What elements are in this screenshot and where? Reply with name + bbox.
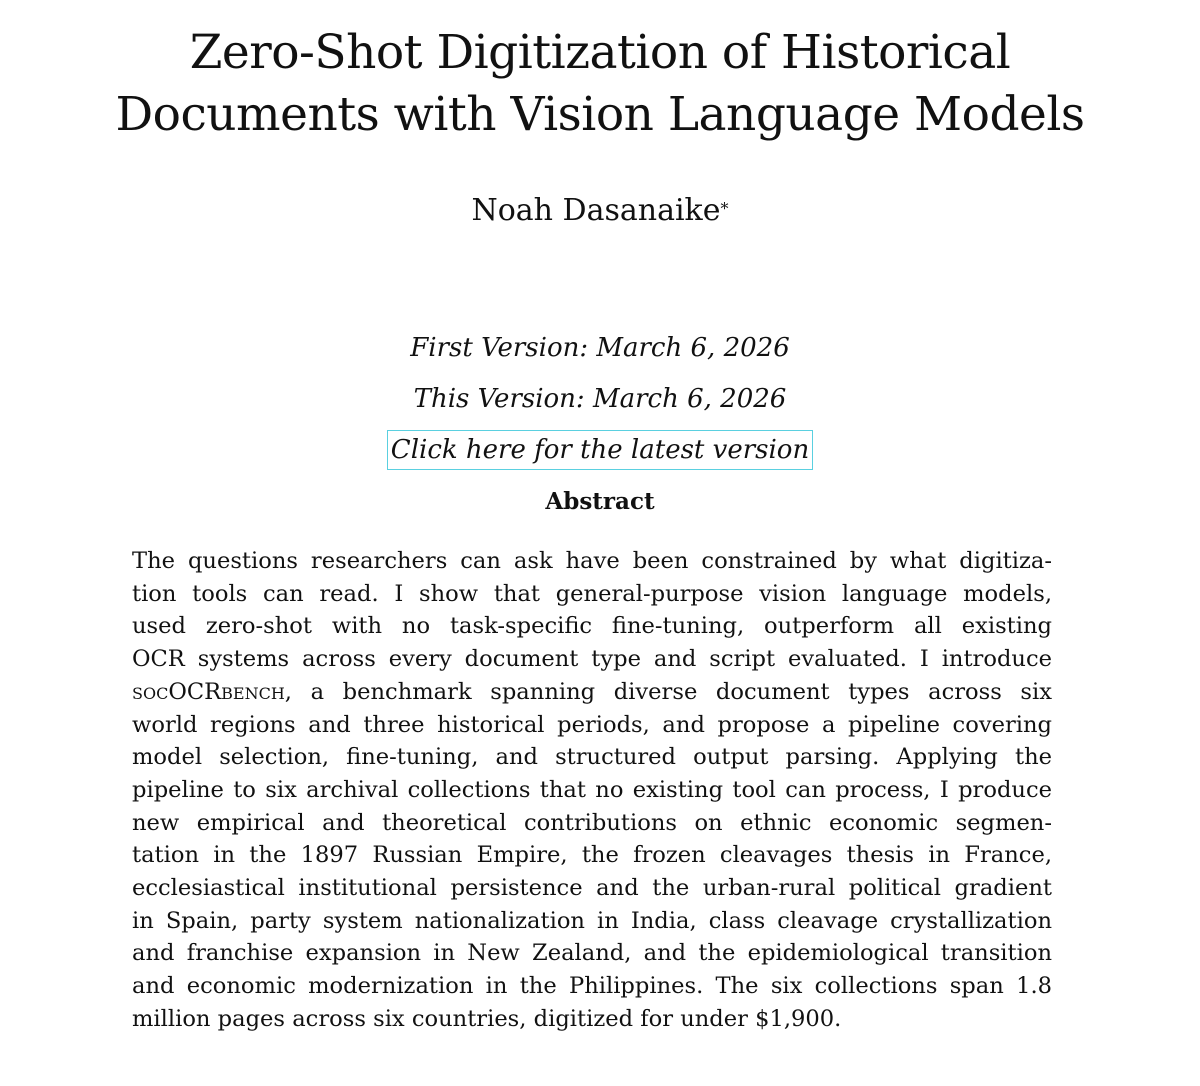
abstract-line: used zero-shot with no task-specific fine-tuning, outperform all existing	[132, 613, 1052, 640]
abstract-line: world regions and three historical periods, and propose a pipeline covering	[132, 711, 1052, 738]
version-info	[0, 325, 1200, 478]
abstract-line: pipeline to six archival collections that no existing tool can process, I produce	[132, 776, 1052, 803]
abstract-heading: Abstract	[545, 488, 655, 515]
abstract-line: ecclesiastical institutional persistence and the urban-rural political gradient	[132, 875, 1052, 902]
abstract-line: in Spain, party system nationalization in India, class cleavage crystallization	[132, 907, 1052, 934]
paper-title	[0, 22, 1200, 146]
abstract-line: and franchise expansion in New Zealand, and the epidemiological transition	[132, 940, 1052, 967]
benchmark-name: socOCRbench	[132, 678, 285, 705]
author-footnote-mark: *	[720, 199, 729, 218]
abstract-line: OCR systems across every document type and script evaluated. I introduce	[132, 646, 1052, 673]
title-line-1: Zero-Shot Digitization of Historical	[189, 25, 1011, 80]
abstract-line	[132, 676, 1052, 709]
abstract-text	[132, 545, 1052, 1036]
this-version: This Version: March 6, 2026	[413, 384, 787, 414]
abstract-line: and economic modernization in the Philippines. The six collections span 1.8	[132, 973, 1052, 1000]
latest-version-link[interactable]: Click here for the latest version	[387, 430, 813, 470]
author-name: Noah Dasanaike	[471, 193, 721, 228]
abstract-line: The questions researchers can ask have been constrained by what digitiza-	[132, 548, 1052, 574]
abstract-line: million pages across six countries, digitized for under $1,900.	[132, 1005, 842, 1032]
abstract-line: tation in the 1897 Russian Empire, the frozen cleavages thesis in France,	[132, 842, 1052, 869]
abstract-line-rest: , a benchmark spanning diverse document types across six	[284, 678, 1052, 705]
abstract-line: tion tools can read. I show that general-purpose vision language models,	[132, 580, 1052, 607]
title-line-2: Documents with Vision Language Models	[115, 87, 1085, 142]
author-line	[0, 189, 1200, 233]
abstract-line: new empirical and theoretical contributions on ethnic economic segmen-	[132, 809, 1052, 836]
abstract-line: model selection, fine-tuning, and structured output parsing. Applying the	[132, 744, 1052, 771]
first-version: First Version: March 6, 2026	[410, 333, 790, 363]
latest-version-row	[0, 427, 1200, 478]
